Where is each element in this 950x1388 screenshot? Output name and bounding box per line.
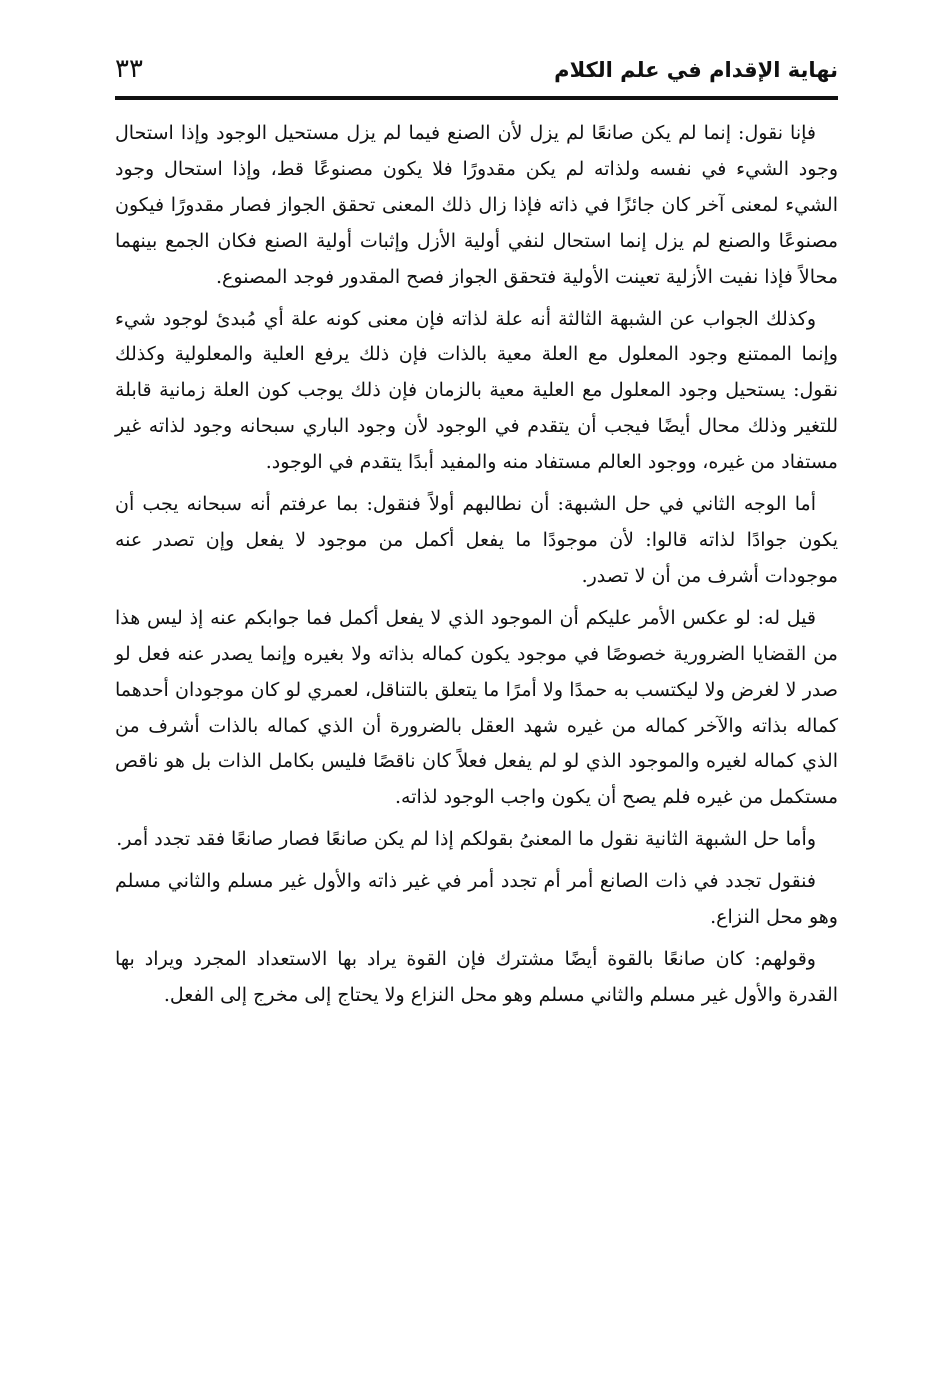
header-rule <box>115 96 838 100</box>
running-title: نهاية الإقدام في علم الكلام <box>554 58 838 82</box>
paragraph-1: فإنا نقول: إنما لم يكن صانعًا لم يزل لأن الصنع فيما لم يزل مستحيل الوجود وإذا استحال وجود الشيء في نفسه ولذاته لم يكن مقدورًا فلا يكون مصنوعًا قط، وإذا استحال وجود الشيء لمعنى آخر كان جائزًا في ذاته فإذا زال ذلك المعنى تحقق الجواز فصار مقدورًا فيكون مصنوعًا والصنع لم يزل إنما استحال لنفي أولية الأزل وإثبات أولية الصنع فكان الجمع بينهما محالاً فإذا نفيت الأزلية تعينت الأولية فتحقق الجواز فصح المقدور فوجد المصنوع. <box>115 122 838 288</box>
page-number: ٣٣ <box>115 54 143 84</box>
paragraph-3: أما الوجه الثاني في حل الشبهة: أن نطالبهم أولاً فنقول: بما عرفتم أنه سبحانه يجب أن يكون جوادًا لذاته قالوا: لأن موجودًا ما يفعل أكمل من موجود لا يفعل وإن تصدر عنه موجودات أشرف من أن لا تصدر. <box>115 493 838 587</box>
paragraph-6: فنقول تجدد في ذات الصانع أمر أم تجدد أمر في غير ذاته والأول غير مسلم والثاني مسلم وهو محل النزاع. <box>115 870 838 929</box>
paragraph-5: وأما حل الشبهة الثانية نقول ما المعنىُ بقولكم إذا لم يكن صانعًا فصار صانعًا فقد تجدد أمر. <box>116 828 816 851</box>
page-header <box>115 52 838 92</box>
paragraph-7: وقولهم: كان صانعًا بالقوة أيضًا مشترك فإن القوة يراد بها الاستعداد المجرد ويراد بها القدرة والأول غير مسلم والثاني مسلم وهو محل النزاع ولا يحتاج إلى مخرج إلى الفعل. <box>115 947 838 1006</box>
paragraph-2: وكذلك الجواب عن الشبهة الثالثة أنه علة لذاته فإن معنى كونه علة أي مُبدئ لوجود شيء وإنما الممتنع وجود المعلول مع العلة معية بالذات فإن ذلك يرفع العلية والمعلولية وكذلك نقول: يستحيل وجود المعلول مع العلية معية بالزمان فإن ذلك يوجب كون العلة زمانية قابلة للتغير وذلك محال أيضًا فيجب أن يتقدم في الوجود لأن وجود الباري سبحانه وجود لذاته غير مستفاد من غيره، ووجود العالم مستفاد منه والمفيد أبدًا يتقدم في الوجود. <box>115 307 838 474</box>
paragraph-4: قيل له: لو عكس الأمر عليكم أن الموجود الذي لا يفعل أكمل فما جوابكم عنه إذ ليس هذا من القضايا الضرورية خصوصًا في موجود يكون كماله بذاته ولا بغيره وإنما يصدر عنه فعل لو صدر لا لغرض ولا ليكتسب به حمدًا ولا أمرًا ما يتعلق بالتناقل، لعمري لو كان موجودان أحدهما كماله بذاته والآخر كماله من غيره شهد العقل بالضرورة أن الذي كماله بالذات أشرف من الذي كماله لغيره والموجود الذي لو لم يفعل فعلاً كان ناقصًا فليس بكامل الذات بل هو ناقص مستكمل من غيره فلم يصح أن يكون واجب الوجود لذاته. <box>115 606 838 809</box>
body-text <box>115 116 838 1020</box>
